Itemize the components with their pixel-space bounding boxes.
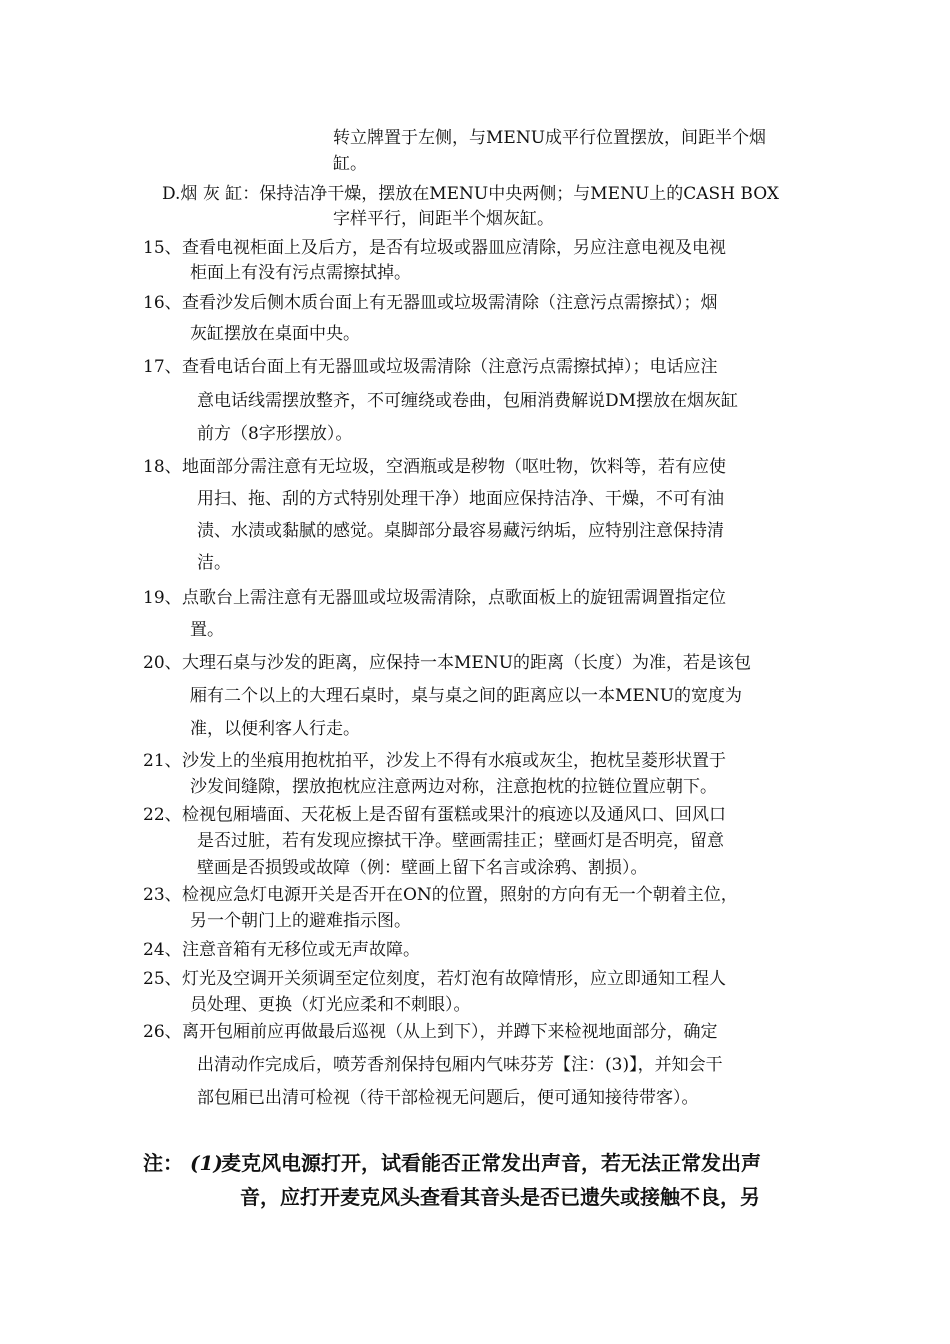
item-25-number: 25、 (143, 969, 182, 989)
item-d-line-1: D.烟 灰 缸：保持洁净干燥，摆放在MENU中央两侧；与MENU上的CASH BOX (162, 184, 779, 204)
note-line-2: 音，应打开麦克风头查看其音头是否已遗失或接触不良，另 (240, 1185, 760, 1209)
item-23-line-1: 检视应急灯电源开关是否开在ON的位置，照射的方向有无一个朝着主位， (182, 885, 738, 905)
item-17-line-2: 意电话线需摆放整齐，不可缠绕或卷曲，包厢消费解说DM摆放在烟灰缸 (197, 391, 739, 411)
item-26-line-3: 部包厢已出清可检视（待干部检视无问题后，便可通知接待带客）。 (197, 1088, 699, 1108)
item-22-number: 22、 (143, 805, 182, 825)
item-26-line-1: 离开包厢前应再做最后巡视（从上到下），并蹲下来检视地面部分，确定 (182, 1022, 718, 1042)
item-25-line-2: 员处理、更换（灯光应柔和不刺眼）。 (190, 995, 471, 1015)
note-index-text: (1) (190, 1151, 223, 1175)
item-18-line-3: 渍、水渍或黏腻的感觉。桌脚部分最容易藏污纳垢，应特别注意保持清 (197, 521, 724, 541)
note-index (190, 1150, 223, 1176)
item-20-line-3: 准，以便利客人行走。 (190, 719, 360, 739)
item-25-line-1: 灯光及空调开关须调至定位刻度，若灯泡有故障情形，应立即通知工程人 (182, 969, 726, 989)
item-19-line-1: 点歌台上需注意有无器皿或垃圾需清除，点歌面板上的旋钮需调置指定位 (182, 588, 726, 608)
item-20-line-2: 厢有二个以上的大理石桌时，桌与桌之间的距离应以一本MENU的宽度为 (190, 686, 743, 706)
item-16-line-1: 查看沙发后侧木质台面上有无器皿或垃圾需清除（注意污点需擦拭）；烟 (182, 293, 718, 313)
item-24-line-1: 注意音箱有无移位或无声故障。 (182, 940, 420, 960)
note-label: 注： (143, 1151, 183, 1175)
item-c-line-1: 转立牌置于左侧，与MENU成平行位置摆放，间距半个烟 (333, 128, 767, 148)
item-17-line-1: 查看电话台面上有无器皿或垃圾需清除（注意污点需擦拭掉）；电话应注 (182, 357, 718, 377)
item-15-line-1: 查看电视柜面上及后方，是否有垃圾或器皿应清除，另应注意电视及电视 (182, 238, 726, 258)
item-21-number: 21、 (143, 751, 182, 771)
item-d-line-2: 字样平行，间距半个烟灰缸。 (333, 209, 554, 229)
item-26-line-2: 出清动作完成后，喷芳香剂保持包厢内气味芬芳【注：(3)】，并知会干 (197, 1055, 723, 1075)
item-16-number: 16、 (143, 293, 182, 313)
item-18-line-2: 用扫、拖、刮的方式特别处理干净）地面应保持洁净、干燥，不可有油 (197, 489, 724, 509)
item-19-line-2: 置。 (190, 620, 224, 640)
item-17-number: 17、 (143, 357, 182, 377)
item-c-line-2: 缸。 (333, 154, 367, 174)
item-24-number: 24、 (143, 940, 182, 960)
item-17-line-3: 前方（8字形摆放）。 (197, 424, 353, 444)
item-15-line-2: 柜面上有没有污点需擦拭掉。 (190, 263, 411, 283)
item-18-line-1: 地面部分需注意有无垃圾，空酒瓶或是秽物（呕吐物，饮料等，若有应使 (182, 457, 726, 477)
item-19-number: 19、 (143, 588, 182, 608)
item-15-number: 15、 (143, 238, 182, 258)
item-22-line-3: 壁画是否损毁或故障（例：壁画上留下名言或涂鸦、割损）。 (197, 858, 648, 878)
item-26-number: 26、 (143, 1022, 182, 1042)
item-18-number: 18、 (143, 457, 182, 477)
item-23-line-2: 另一个朝门上的避难指示图。 (190, 911, 411, 931)
item-21-line-2: 沙发间缝隙，摆放抱枕应注意两边对称，注意抱枕的拉链位置应朝下。 (190, 777, 717, 797)
item-22-line-1: 检视包厢墙面、天花板上是否留有蛋糕或果汁的痕迹以及通风口、回风口 (182, 805, 726, 825)
item-18-line-4: 洁。 (197, 553, 231, 573)
item-16-line-2: 灰缸摆放在桌面中央。 (190, 324, 360, 344)
item-23-number: 23、 (143, 885, 182, 905)
item-20-line-1: 大理石桌与沙发的距离，应保持一本MENU的距离（长度）为准，若是该包 (182, 653, 752, 673)
item-22-line-2: 是否过脏，若有发现应擦拭干净。壁画需挂正；壁画灯是否明亮，留意 (197, 831, 724, 851)
note-line-1: 麦克风电源打开，试看能否正常发出声音，若无法正常发出声 (221, 1151, 761, 1175)
item-21-line-1: 沙发上的坐痕用抱枕拍平，沙发上不得有水痕或灰尘，抱枕呈菱形状置于 (182, 751, 726, 771)
item-20-number: 20、 (143, 653, 182, 673)
